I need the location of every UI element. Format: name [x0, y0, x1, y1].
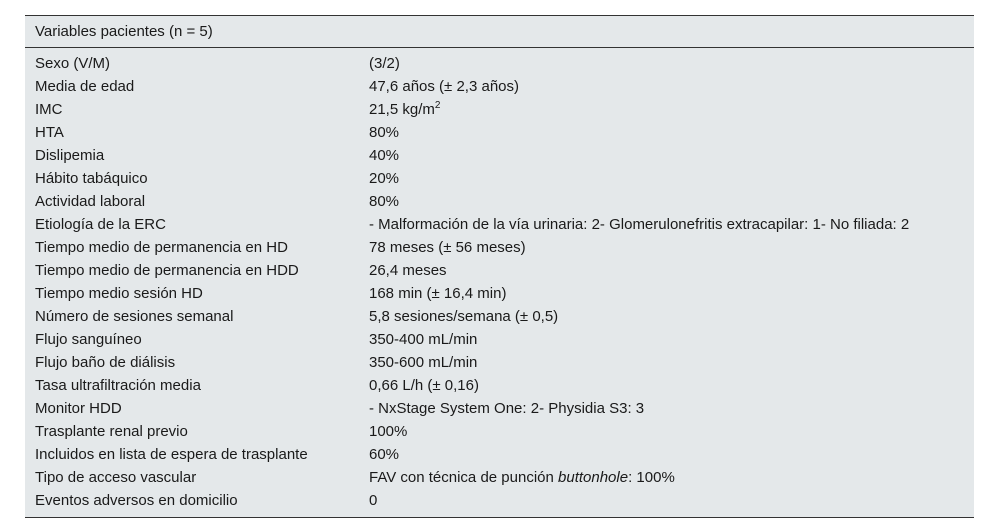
- row-label: Hábito tabáquico: [35, 170, 148, 187]
- row-value: 5,8 sesiones/semana (± 0,5): [369, 308, 559, 325]
- table-header: Variables pacientes (n = 5): [25, 16, 974, 48]
- table-row: [25, 374, 974, 397]
- row-value: 168 min (± 16,4 min): [369, 285, 507, 302]
- row-value: 350-400 mL/min: [369, 331, 478, 348]
- row-label: Trasplante renal previo: [35, 423, 188, 440]
- row-label: Tasa ultrafiltración media: [35, 377, 201, 394]
- table-row: [25, 236, 974, 259]
- table-row: [25, 52, 974, 75]
- row-value: 80%: [369, 193, 400, 210]
- row-value-suffix: : 100%: [628, 469, 675, 486]
- row-label: Número de sesiones semanal: [35, 308, 234, 325]
- row-value: 100%: [369, 423, 408, 440]
- table-row: [25, 144, 974, 167]
- table-row: [25, 259, 974, 282]
- row-value: 60%: [369, 446, 400, 463]
- row-label: Sexo (V/M): [35, 55, 111, 72]
- patient-variables-table: [25, 15, 974, 518]
- row-value: [369, 466, 974, 489]
- row-label: Tiempo medio de permanencia en HDD: [35, 262, 299, 279]
- row-value: - Malformación de la vía urinaria: 2- Glomerulonefritis extracapilar: 1- No filiada: 2: [369, 216, 910, 233]
- row-value: (3/2): [369, 55, 400, 72]
- row-value-text: FAV con técnica de punción: [369, 469, 559, 486]
- row-value: 80%: [369, 124, 400, 141]
- row-value: 78 meses (± 56 meses): [369, 239, 526, 256]
- row-label: Dislipemia: [35, 147, 105, 164]
- table-row: [25, 190, 974, 213]
- table-row: [25, 351, 974, 374]
- table-row: [25, 397, 974, 420]
- row-value: 20%: [369, 170, 400, 187]
- table-row: [25, 420, 974, 443]
- row-label: Etiología de la ERC: [35, 216, 166, 233]
- row-label: HTA: [35, 124, 64, 141]
- row-value: 350-600 mL/min: [369, 354, 478, 371]
- row-value: 40%: [369, 147, 400, 164]
- table-row: [25, 167, 974, 190]
- table-row: [25, 98, 974, 121]
- row-value: - NxStage System One: 2- Physidia S3: 3: [369, 400, 645, 417]
- table-body: [25, 48, 974, 517]
- row-label: Monitor HDD: [35, 400, 122, 417]
- table-row: [25, 121, 974, 144]
- row-value: [369, 98, 974, 121]
- row-label: Tiempo medio de permanencia en HD: [35, 239, 288, 256]
- row-label: Tiempo medio sesión HD: [35, 285, 203, 302]
- row-label: IMC: [35, 101, 63, 118]
- table-row: [25, 75, 974, 98]
- table-row: [25, 328, 974, 351]
- row-label: Media de edad: [35, 78, 135, 95]
- row-label: Tipo de acceso vascular: [35, 469, 197, 486]
- table-row: [25, 443, 974, 466]
- row-value: 0,66 L/h (± 0,16): [369, 377, 479, 394]
- table-row: [25, 489, 974, 512]
- row-label: Incluidos en lista de espera de trasplante: [35, 446, 308, 463]
- row-value: 26,4 meses: [369, 262, 447, 279]
- row-value-superscript: 2: [434, 100, 441, 111]
- table-row: [25, 305, 974, 328]
- row-label: Flujo sanguíneo: [35, 331, 142, 348]
- row-label: Actividad laboral: [35, 193, 146, 210]
- table-row: [25, 466, 974, 489]
- table-row: [25, 282, 974, 305]
- table-row: [25, 213, 974, 236]
- row-label: Eventos adversos en domicilio: [35, 492, 238, 509]
- row-value: 0: [369, 492, 378, 509]
- row-value-italic: buttonhole: [558, 469, 629, 486]
- row-value-text: 21,5 kg/m: [369, 101, 435, 118]
- row-label: Flujo baño de diálisis: [35, 354, 176, 371]
- row-value: 47,6 años (± 2,3 años): [369, 78, 519, 95]
